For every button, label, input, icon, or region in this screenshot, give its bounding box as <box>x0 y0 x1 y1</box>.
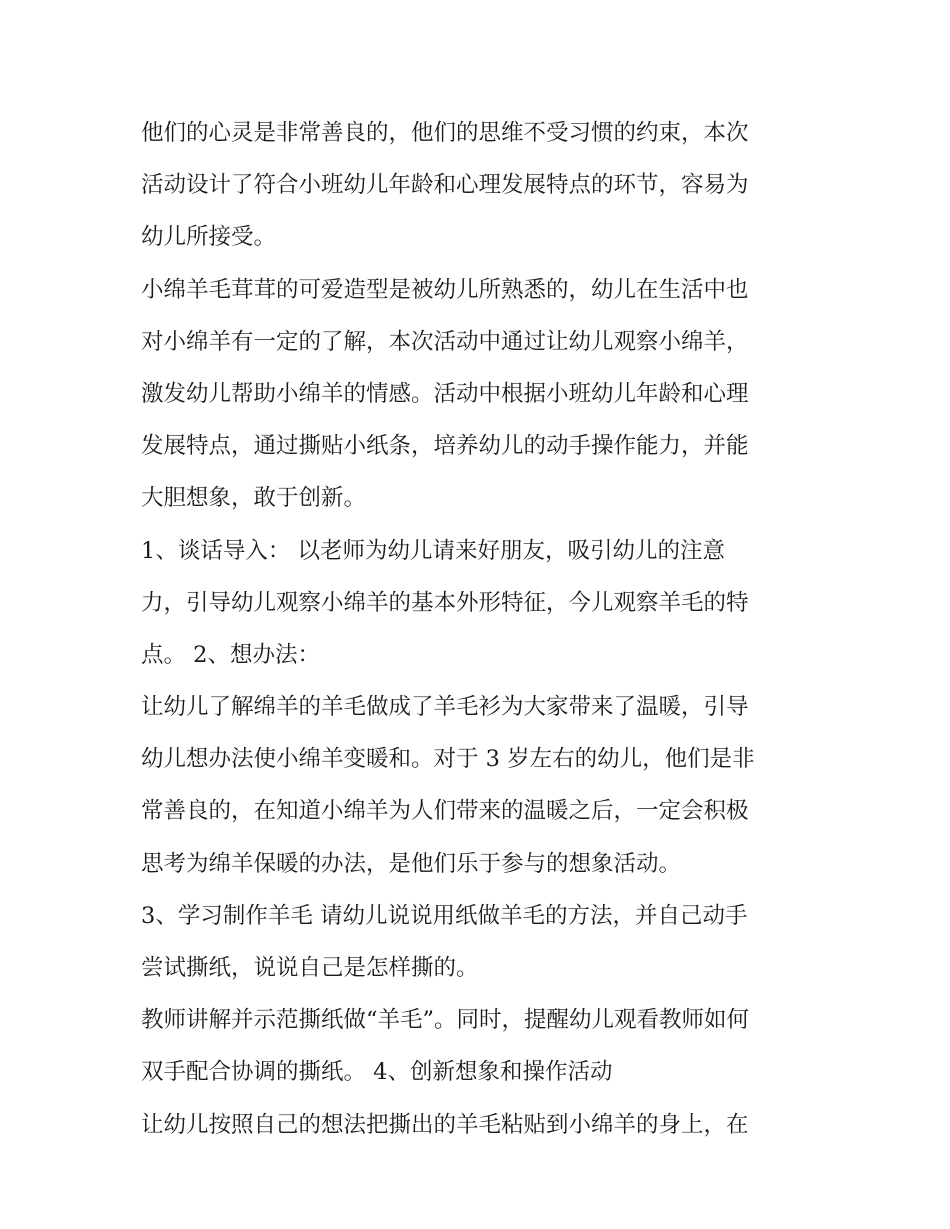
text-line: 小绵羊毛茸茸的可爱造型是被幼儿所熟悉的，幼儿在生活中也 <box>141 276 749 303</box>
text-line: 双手配合协调的撕纸。 4、创新想象和操作活动 <box>141 1059 613 1086</box>
text-line: 教师讲解并示范撕纸做“羊毛”。同时，提醒幼儿观看教师如何 <box>141 1007 750 1034</box>
text-line: 幼儿所接受。 <box>141 224 277 251</box>
text-line: 对小绵羊有一定的了解，本次活动中通过让幼儿观察小绵羊， <box>141 328 749 355</box>
text-line: 思考为绵羊保暖的办法，是他们乐于参与的想象活动。 <box>141 850 682 877</box>
text-line: 让幼儿了解绵羊的羊毛做成了羊毛衫为大家带来了温暖，引导 <box>141 694 749 721</box>
text-line: 常善良的，在知道小绵羊为人们带来的温暖之后，一定会积极 <box>141 798 749 825</box>
text-line: 激发幼儿帮助小绵羊的情感。活动中根据小班幼儿年龄和心理 <box>141 380 749 407</box>
document-body <box>141 107 821 1151</box>
text-line: 力，引导幼儿观察小绵羊的基本外形特征，今儿观察羊毛的特 <box>141 589 749 616</box>
text-line: 大胆想象，敢于创新。 <box>141 485 367 512</box>
text-line: 活动设计了符合小班幼儿年龄和心理发展特点的环节，容易为 <box>141 172 749 199</box>
text-line: 发展特点，通过撕贴小纸条，培养幼儿的动手操作能力，并能 <box>141 433 749 460</box>
text-line: 3、学习制作羊毛 请幼儿说说用纸做羊毛的方法，并自己动手 <box>141 902 748 929</box>
text-line: 幼儿想办法使小绵羊变暖和。对于 3 岁左右的幼儿，他们是非 <box>141 746 755 773</box>
text-line: 他们的心灵是非常善良的，他们的思维不受习惯的约束，本次 <box>141 120 749 146</box>
text-line: 让幼儿按照自己的想法把撕出的羊毛粘贴到小绵羊的身上，在 <box>141 1111 749 1138</box>
text-line: 尝试撕纸，说说自己是怎样撕的。 <box>141 955 479 981</box>
text-line: 点。 2、想办法： <box>141 641 320 668</box>
text-line: 1、谈话导入： 以老师为幼儿请来好朋友，吸引幼儿的注意 <box>141 537 725 564</box>
